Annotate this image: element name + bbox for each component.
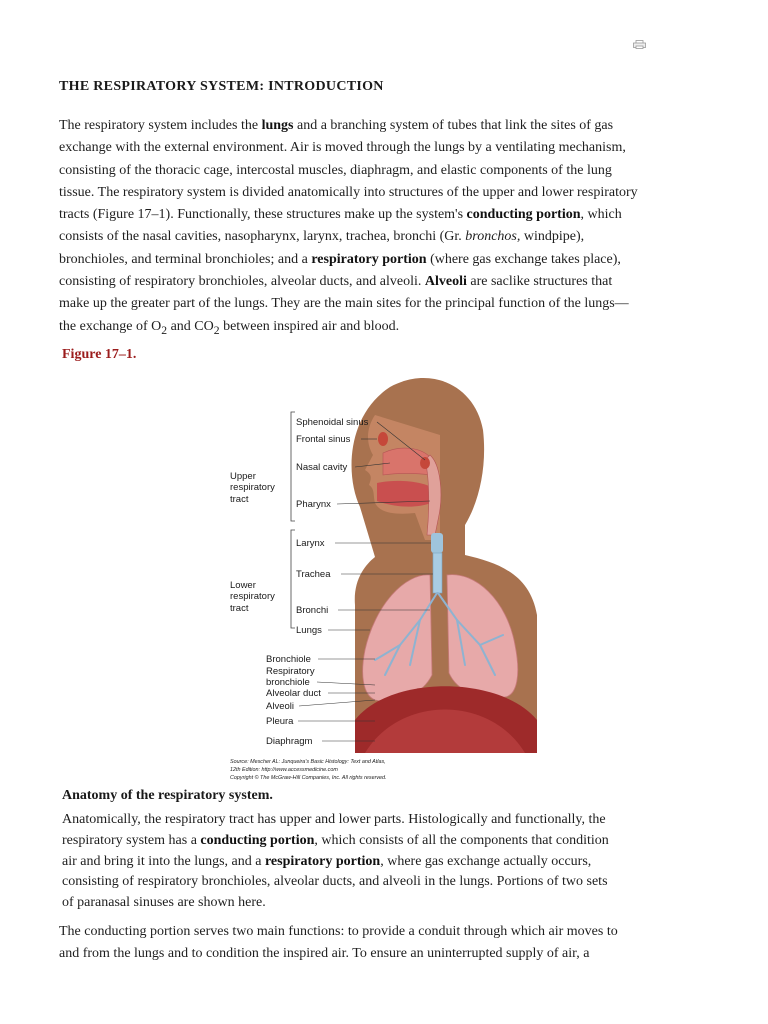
text-line: exchange with the external environment. Air is moved through the lungs by a ventilating mechanism, [59,140,626,156]
subscript: 2 [161,323,168,337]
italic-term: bronchos, [465,229,521,245]
figure-source-3: Copyright © The McGraw-Hill Companies, Inc. All rights reserved. [230,775,387,781]
label-diaphragm: Diaphragm [266,736,313,747]
bold-term: respiratory portion [264,853,381,869]
text-line: tracts (Figure 17–1). Functionally, these structures make up the system's conducting portion, which [59,207,622,223]
label-upper-tract-3: tract [230,494,249,505]
figure-source-2: 12th Edition: http://www.accessmedicine.com [230,767,338,773]
label-frontal-sinus: Frontal sinus [296,434,351,445]
larynx-shape [431,533,443,553]
bold-term: conducting portion [466,207,581,223]
intro-paragraph [59,115,709,342]
respiratory-anatomy-figure [225,375,545,787]
figure-label: Figure 17–1. [62,347,137,362]
label-alveolar-duct: Alveolar duct [266,688,321,699]
figure-caption: Anatomy of the respiratory system. [62,788,273,803]
text-line: respiratory system has a conducting portion, which consists of all the components that condition [62,832,609,848]
label-respiratory-bronchiole: bronchiole [266,677,310,688]
label-bronchiole: Bronchiole [266,654,311,665]
sphenoidal-sinus-shape [420,457,430,469]
bold-term: lungs [261,118,294,133]
label-bronchi: Bronchi [296,605,329,616]
label-lower-tract-2: respiratory [230,591,275,602]
text-line: bronchioles, and terminal bronchioles; and a respiratory portion (where gas exchange takes place), [59,251,621,267]
text-line: consisting of the thoracic cage, intercostal muscles, diaphragm, and elastic components of the lung [59,162,612,178]
frontal-sinus-shape [378,432,388,446]
text-line: and from the lungs and to condition the inspired air. To ensure an uninterrupted supply of air, a [59,946,590,961]
text-line: The conducting portion serves two main functions: to provide a conduit through which air moves to [59,924,618,939]
bold-term: respiratory portion [311,251,427,267]
label-larynx: Larynx [296,538,325,549]
conducting-paragraph [59,921,709,965]
label-upper-tract-2: respiratory [230,482,275,493]
label-lungs: Lungs [296,625,322,636]
oral-cavity [377,481,431,507]
label-upper-tract-1: Upper [230,471,256,482]
label-alveoli: Alveoli [266,701,294,712]
label-sphenoidal-sinus: Sphenoidal sinus [296,417,369,428]
trachea-shape [433,553,442,593]
text-line: Anatomically, the respiratory tract has upper and lower parts. Histologically and functionally, the [62,812,606,827]
text-line: of paranasal sinuses are shown here. [62,895,266,911]
anatomy-paragraph [62,810,688,914]
text-line: the exchange of $O_2$ and $CO_2$ between inspired air and blood. [59,318,400,337]
text-line: air and bring it into the lungs, and a respiratory portion, where gas exchange actually occurs, [62,853,592,869]
text-line: make up the greater part of the lungs. They are the main sites for the principal function of the lungs— [59,296,629,312]
bold-term: conducting portion [200,832,315,848]
text-line: The respiratory system includes the lungs and a branching system of tubes that link the sites of gas [59,118,614,133]
page-title: THE RESPIRATORY SYSTEM: INTRODUCTION [59,79,384,94]
label-nasal-cavity: Nasal cavity [296,462,348,473]
bold-term: Alveoli [424,274,467,290]
text-line: tissue. The respiratory system is divided anatomically into structures of the upper and lower respiratory [59,184,638,200]
text-line: consisting of respiratory bronchioles, alveolar ducts, and alveoli in the lungs. Portions of two sets [62,874,608,890]
label-pharynx: Pharynx [296,499,331,510]
printer-icon[interactable] [633,40,646,49]
figure-source-1: Source: Mescher AL: Junqueira's Basic Histology: Text and Atlas, [230,759,386,765]
label-lower-tract-1: Lower [230,580,256,591]
label-trachea: Trachea [296,569,331,580]
label-pleura: Pleura [266,716,294,727]
label-lower-tract-3: tract [230,603,249,614]
label-respiratory: Respiratory [266,666,315,677]
text-line: consisting of respiratory bronchioles, alveolar ducts, and alveoli. Alveoli are saclike structures that [59,274,613,290]
subscript: 2 [213,323,220,337]
text-line: consists of the nasal cavities, nasopharynx, larynx, trachea, bronchi (Gr. bronchos, windpipe), [59,229,585,245]
